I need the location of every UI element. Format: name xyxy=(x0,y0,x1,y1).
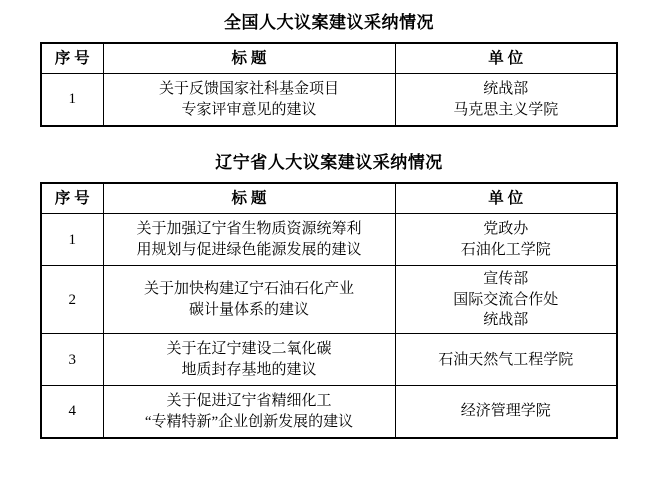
row-title xyxy=(103,214,395,266)
row-index: 3 xyxy=(41,334,103,386)
table-row xyxy=(41,74,617,126)
row-index: 4 xyxy=(41,386,103,438)
table-header-national xyxy=(41,43,617,74)
row-unit-line: 石油天然气工程学院 xyxy=(438,351,574,368)
section-liaoning xyxy=(0,148,658,439)
row-unit-line: 宣传部 xyxy=(483,270,529,287)
row-unit xyxy=(395,386,617,438)
row-unit xyxy=(395,266,617,334)
row-unit xyxy=(395,74,617,126)
table-header-row xyxy=(41,183,617,214)
row-title-line: 地质封存基地的建议 xyxy=(181,361,317,378)
table-row xyxy=(41,214,617,266)
row-title-line: 关于反馈国家社科基金项目 xyxy=(158,80,339,97)
table-row xyxy=(41,334,617,386)
row-title xyxy=(103,334,395,386)
row-title xyxy=(103,386,395,438)
row-title-line: “专精特新”企业创新发展的建议 xyxy=(144,413,354,430)
table-body-liaoning xyxy=(41,214,617,438)
row-title-line: 用规划与促进绿色能源发展的建议 xyxy=(136,241,362,258)
row-index: 1 xyxy=(41,74,103,126)
header-index: 序 号 xyxy=(41,43,103,74)
row-title-line: 关于加强辽宁省生物质资源统筹利 xyxy=(136,221,362,238)
section-national xyxy=(0,8,658,127)
row-unit-line: 经济管理学院 xyxy=(460,403,551,420)
row-unit xyxy=(395,214,617,266)
section-title-liaoning: 辽宁省人大议案建议采纳情况 xyxy=(215,153,443,172)
row-unit-line: 国际交流合作处 xyxy=(453,291,559,308)
table-body-national xyxy=(41,74,617,126)
row-title-line: 关于加快构建辽宁石油石化产业 xyxy=(143,281,354,298)
header-unit: 单 位 xyxy=(395,43,617,74)
row-unit-line: 统战部 xyxy=(483,312,529,329)
row-unit-line: 统战部 xyxy=(483,80,529,97)
row-title xyxy=(103,74,395,126)
table-liaoning xyxy=(40,182,618,439)
row-unit xyxy=(395,334,617,386)
row-index: 1 xyxy=(41,214,103,266)
row-title-line: 关于促进辽宁省精细化工 xyxy=(166,392,332,409)
section-title-national: 全国人大议案建议采纳情况 xyxy=(224,13,434,32)
header-index: 序 号 xyxy=(41,183,103,214)
table-header-row xyxy=(41,43,617,74)
row-title-line: 专家评审意见的建议 xyxy=(181,101,317,118)
row-unit-line: 党政办 xyxy=(483,221,529,238)
table-header-liaoning xyxy=(41,183,617,214)
row-title xyxy=(103,266,395,334)
row-title-line: 碳计量体系的建议 xyxy=(188,301,309,318)
header-unit: 单 位 xyxy=(395,183,617,214)
row-index: 2 xyxy=(41,266,103,334)
table-national xyxy=(40,42,618,127)
header-title: 标 题 xyxy=(103,183,395,214)
row-unit-line: 马克思主义学院 xyxy=(453,101,559,118)
header-title: 标 题 xyxy=(103,43,395,74)
table-row xyxy=(41,266,617,334)
row-unit-line: 石油化工学院 xyxy=(460,241,551,258)
table-row xyxy=(41,386,617,438)
row-title-line: 关于在辽宁建设二氧化碳 xyxy=(166,341,332,358)
